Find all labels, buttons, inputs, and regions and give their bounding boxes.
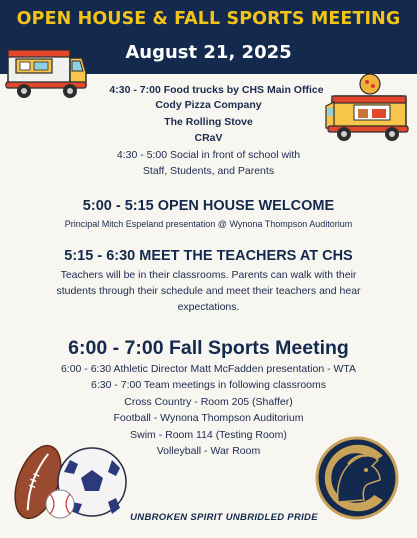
welcome-heading: 5:00 - 5:15 OPEN HOUSE WELCOME [82,198,335,214]
vendor-cody-pizza: Cody Pizza Company [155,99,262,111]
teachers-line-1: Teachers will be in their classrooms. Parents can walk with their [60,269,357,281]
sports-balls-icon [12,432,132,524]
footer-slogan: UNBROKEN SPIRIT UNBRIDLED PRIDE [130,512,318,523]
room-football: Football - Wynona Thompson Auditorium [113,412,304,424]
sports-team-meetings: 6:30 - 7:00 Team meetings in following classrooms [90,379,326,391]
teachers-line-2: students through their schedule and meet their teachers and hear [56,285,361,297]
teachers-line-3: expectations. [177,301,240,313]
room-swim: Swim - Room 114 (Testing Room) [130,429,287,441]
mustang-logo-icon [308,434,406,522]
sports-ad-presentation: 6:00 - 6:30 Athletic Director Matt McFadden presentation - WTA [60,363,357,375]
room-volleyball: Volleyball - War Room [156,445,261,457]
welcome-subtext: Principal Mitch Espeland presentation @ Wynona Thompson Auditorium [64,219,353,229]
event-date: August 21, 2025 [125,42,292,63]
event-title: OPEN HOUSE & FALL SPORTS MEETING [16,9,401,29]
sports-heading: 6:00 - 7:00 Fall Sports Meeting [68,337,349,359]
vendor-rolling-stove: The Rolling Stove [164,116,253,128]
room-cross-country: Cross Country - Room 205 (Shaffer) [124,396,293,408]
food-trucks-time: 4:30 - 7:00 Food trucks by CHS Main Office [109,84,324,96]
vendor-crav: CRaV [194,132,223,144]
teachers-heading: 5:15 - 6:30 MEET THE TEACHERS AT CHS [64,248,353,264]
social-time: 4:30 - 5:00 Social in front of school with [116,149,301,161]
social-attendees: Staff, Students, and Parents [142,165,275,177]
